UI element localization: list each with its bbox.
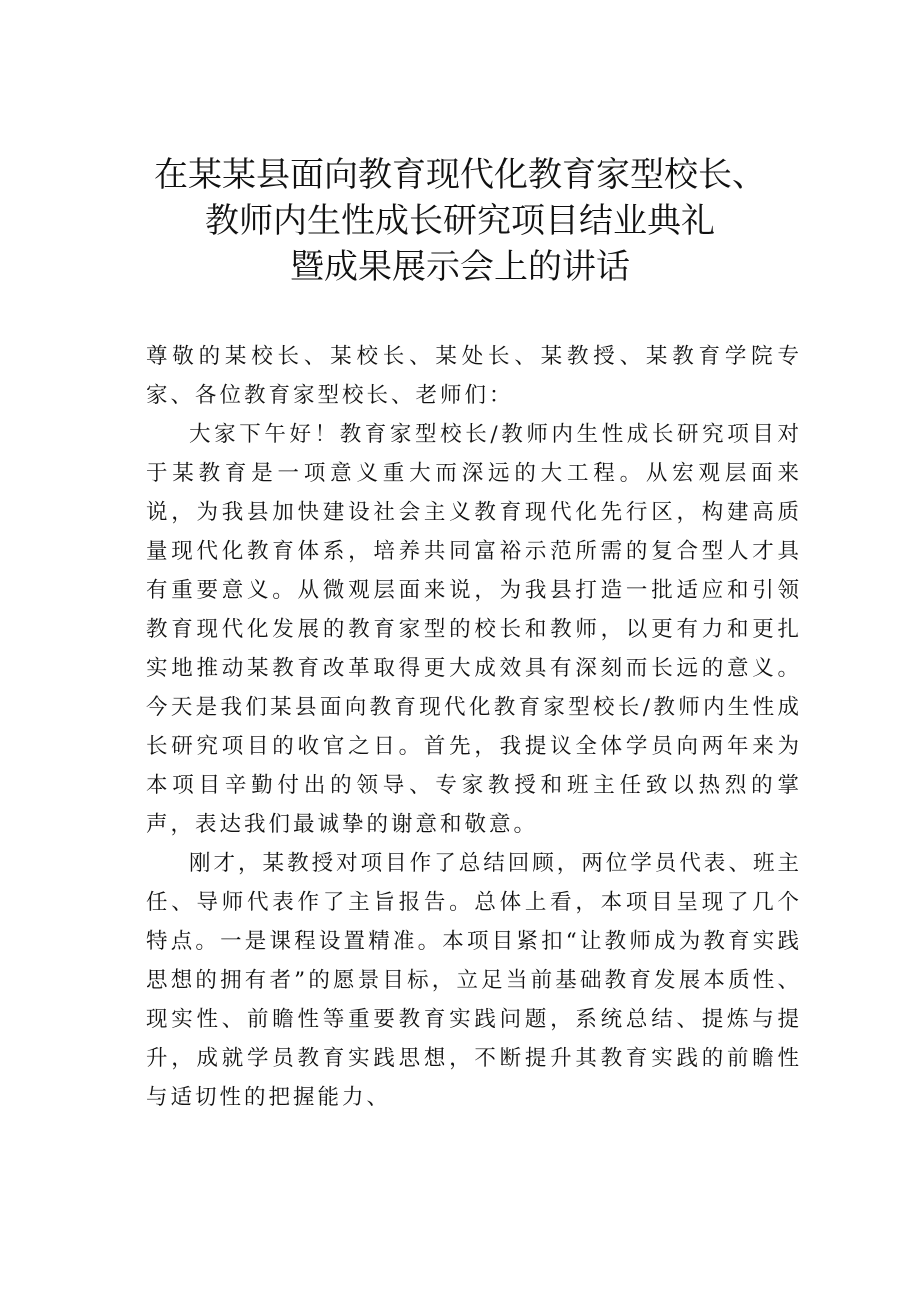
document-title bbox=[100, 152, 820, 290]
paragraph-2: 刚才，某教授对项目作了总结回顾，两位学员代表、班主任、导师代表作了主旨报告。总体上看，本项目呈现了几个特点。一是课程设置精准。本项目紧扣“让教师成为教育实践思想的拥有者”的愿景目标，立足当前基础教育发展本质性、现实性、前瞻性等重要教育实践问题，系统总结、提炼与提升，成就学员教育实践思想，不断提升其教育实践的前瞻性与适切性的把握能力、 bbox=[146, 851, 802, 1110]
title-line-3: 暨成果展示会上的讲话 bbox=[290, 247, 630, 287]
title-line-1: 在某某县面向教育现代化教育家型校长、 bbox=[154, 155, 766, 195]
document-body bbox=[146, 337, 802, 1117]
title-line-2: 教师内生性成长研究项目结业典礼 bbox=[205, 201, 715, 241]
paragraph-1: 大家下午好！教育家型校长/教师内生性成长研究项目对于某教育是一项意义重大而深远的大工程。从宏观层面来说，为我县加快建设社会主义教育现代化先行区，构建高质量现代化教育体系，培养共同富裕示范所需的复合型人才具有重要意义。从微观层面来说，为我县打造一批适应和引领教育现代化发展的教育家型的校长和教师，以更有力和更扎实地推动某教育改革取得更大成效具有深刻而长远的意义。今天是我们某县面向教育现代化教育家型校长/教师内生性成长研究项目的收官之日。首先，我提议全体学员向两年来为本项目辛勤付出的领导、专家教授和班主任致以热烈的掌声，表达我们最诚挚的谢意和敬意。 bbox=[146, 422, 802, 837]
salutation: 尊敬的某校长、某校长、某处长、某教授、某教育学院专家、各位教育家型校长、老师们： bbox=[146, 344, 802, 408]
